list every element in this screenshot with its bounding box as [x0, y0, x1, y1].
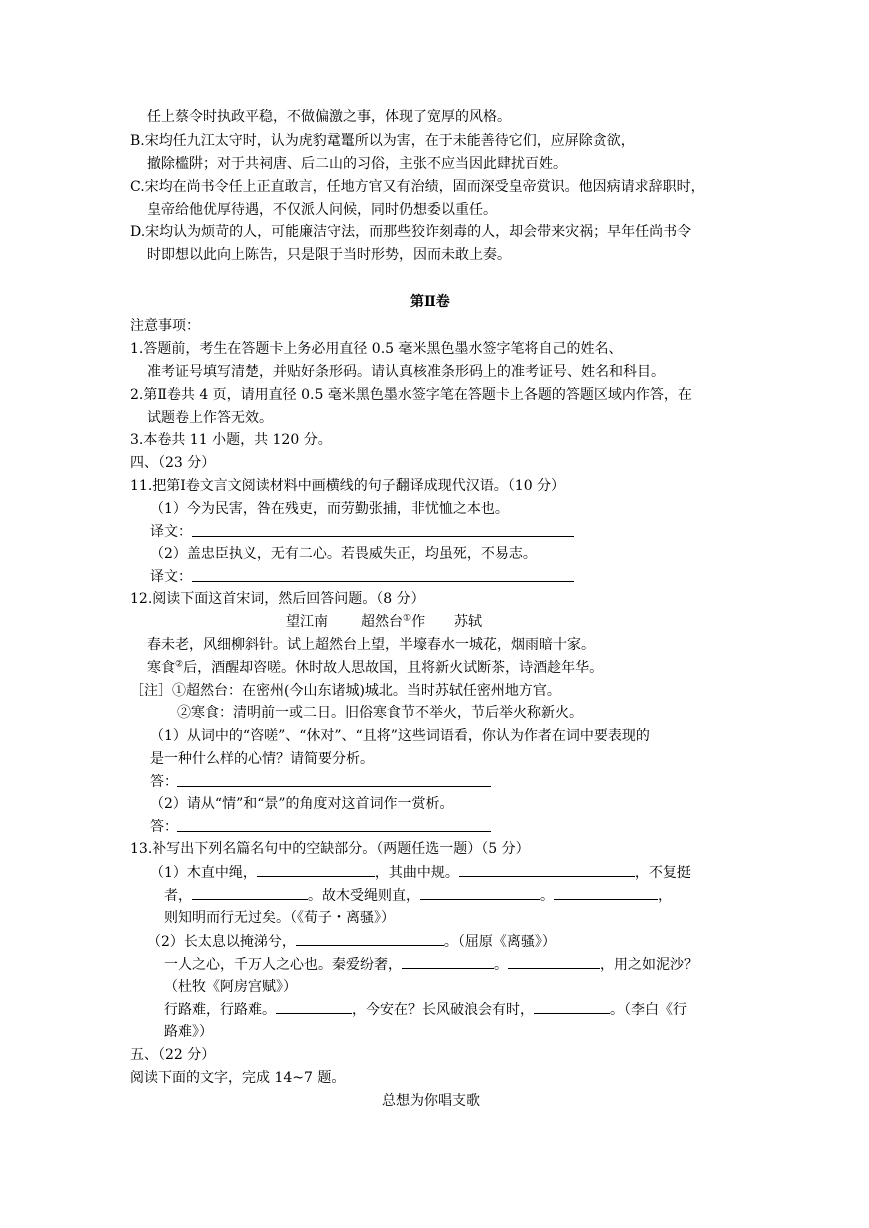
notice-2b: 试题卷上作答无效。 — [147, 410, 273, 426]
q13-line-8: 路难》） — [164, 1024, 213, 1040]
notice-1b: 准考证号填写清楚，并贴好条形码。请认真核准条形码上的准考证号、姓名和科目。 — [147, 364, 665, 380]
poem-line-2 — [147, 658, 603, 678]
q11-answer-line-2[interactable] — [192, 581, 574, 582]
poem-author: 苏轼 — [454, 614, 482, 630]
q11-sentence-2: （2）盖忠臣执义，无有二心。若畏威失正，均虽死，不易志。 — [150, 546, 537, 562]
poem-note-2: ②寒食：清明前一或二日。旧俗寒食节不举火，节后举火称新火。 — [177, 705, 583, 721]
q12-sub1-line2: 是一种什么样的心情？请简要分析。 — [150, 751, 374, 767]
poem-line-2b: 后，酒醒却咨嗟。休时故人思故国，且将新火试断茶，诗酒趁年华。 — [183, 660, 604, 676]
q13-text-7a: 行路难，行路难。 — [164, 1002, 276, 1018]
q12-answer-line-2[interactable] — [177, 831, 491, 832]
q13-blank-2[interactable] — [459, 862, 635, 877]
q12-answer-label-2: 答： — [150, 819, 178, 835]
part-5-heading: 五、（22 分） — [130, 1047, 216, 1063]
footnote-marker-2: ② — [175, 659, 184, 670]
section-title: 第Ⅱ卷 — [410, 294, 450, 310]
q13-line-6: （杜牧《阿房宫赋》） — [164, 979, 297, 995]
q13-blank-8[interactable] — [508, 954, 600, 969]
q13-text-1a: （1）木直中绳， — [150, 865, 257, 881]
poem-line-2a: 寒食 — [147, 660, 175, 676]
option-c-line1: C.宋均在尚书令任上正直敢言，任地方官又有治绩，固而深受皇帝赏识。他因病请求辞职时， — [130, 179, 705, 195]
q13-text-4a: （2）长太息以掩涕兮， — [147, 934, 296, 950]
option-b-line2: 撤除槛阱；对于共祠唐、后二山的习俗，主张不应当因此肆扰百姓。 — [147, 156, 567, 172]
q13-blank-5[interactable] — [554, 885, 658, 900]
essay-title: 总想为你唱支歌 — [382, 1093, 480, 1109]
footnote-marker-1: ① — [403, 613, 412, 624]
q13-text-7c: 。（李白《行 — [610, 1002, 687, 1018]
q11-translation-label-2: 译文： — [150, 569, 192, 585]
poem-note-1: ［注］①超然台：在密州(今山东诸城)城北。当时苏轼任密州地方官。 — [130, 683, 561, 699]
option-b-line1: B.宋均任九江太守时，认为虎豹鼋鼍所以为害，在于未能善待它们，应屏除贪欲， — [130, 133, 635, 149]
q13-line-3: 则知明而行无过矣。（《荀子・离骚》） — [164, 910, 395, 926]
poem-line-1: 春未老，风细柳斜针。试上超然台上望，半壕春水一城花，烟雨暗十家。 — [147, 637, 595, 653]
option-c-line2: 皇帝给他优厚待遇，不仅派人问候，同时仍想委以重任。 — [147, 202, 497, 218]
q13-text-2a: 者， — [164, 888, 192, 904]
poem-title: 望江南 — [286, 614, 328, 630]
q13-line-2 — [164, 885, 672, 906]
poem-subtitle-a: 超然台 — [361, 614, 403, 630]
q11-stem: 11.把第Ⅰ卷文言文阅读材料中画横线的句子翻译成现代汉语。（10 分） — [130, 478, 566, 494]
q13-text-2d: ， — [658, 888, 672, 904]
part-4-heading: 四、（23 分） — [130, 455, 216, 471]
q13-text-5b: 。 — [494, 957, 508, 973]
q11-translation-label-1: 译文： — [150, 524, 192, 540]
notice-2a: 2.第Ⅱ卷共 4 页，请用直径 0.5 毫米黑色墨水签字笔在答题卡上各题的答题区域内作答，在 — [130, 387, 692, 403]
q11-sentence-1: （1）今为民害，咎在残吏，而劳勤张捕，非忧恤之本也。 — [150, 501, 509, 517]
q13-text-1c: ，不复挺 — [634, 865, 691, 881]
q11-answer-line-1[interactable] — [192, 536, 574, 537]
q13-line-1 — [150, 862, 691, 883]
q13-line-7 — [164, 999, 687, 1020]
q13-line-5 — [164, 954, 698, 975]
notice-3: 3.本卷共 11 小题，共 120 分。 — [130, 432, 332, 448]
option-d-line2: 时即想以此向上陈告，只是限于当时形势，因而未敢上奏。 — [147, 247, 511, 263]
q13-stem: 13.补写出下列名篇名句中的空缺部分。（两题任选一题）（5 分） — [130, 841, 530, 857]
option-a-continuation: 任上蔡令时执政平稳，不做偏激之事，体现了宽厚的风格。 — [147, 109, 511, 125]
q13-text-2b: 。故木受绳则直， — [308, 888, 420, 904]
option-d-line1: D.宋均认为烦苛的人，可能廉洁守法，而那些狡诈刻毒的人，却会带来灾祸；早年任尚书令 — [130, 224, 692, 240]
q13-text-2c: 。 — [540, 888, 554, 904]
q13-blank-9[interactable] — [276, 999, 352, 1014]
notice-1a: 1.答题前，考生在答题卡上务必用直径 0.5 毫米黑色墨水签字笔将自己的姓名、 — [130, 341, 623, 357]
q13-blank-7[interactable] — [402, 954, 494, 969]
q13-blank-6[interactable] — [296, 931, 444, 946]
q13-blank-1[interactable] — [257, 862, 375, 877]
q13-text-7b: ，今安在？长风破浪会有时， — [352, 1002, 534, 1018]
q13-line-4 — [147, 931, 556, 952]
q13-blank-10[interactable] — [534, 999, 610, 1014]
q12-answer-label-1: 答： — [150, 774, 178, 790]
q13-text-1b: ，其曲中规。 — [374, 865, 459, 881]
q12-sub2: （2）请从“情”和“景”的角度对这首词作一赏析。 — [150, 796, 454, 812]
q12-sub1-line1: （1）从词中的“咨嗟”、“休对”、“且将”这些词语看，你认为作者在词中要表现的 — [150, 728, 650, 744]
notice-heading: 注意事项： — [130, 318, 200, 334]
poem-subtitle — [361, 612, 425, 632]
q13-text-5c: ，用之如泥沙？ — [600, 957, 698, 973]
q13-blank-4[interactable] — [420, 885, 540, 900]
q13-text-4b: 。（屈原《离骚》） — [443, 934, 556, 950]
q12-answer-line-1[interactable] — [177, 786, 491, 787]
q13-text-5a: 一人之心，千万人之心也。秦爱纷奢， — [164, 957, 402, 973]
poem-subtitle-b: 作 — [411, 614, 426, 630]
part-5-instruction: 阅读下面的文字，完成 14~7 题。 — [130, 1070, 346, 1086]
q13-blank-3[interactable] — [192, 885, 308, 900]
q12-stem: 12.阅读下面这首宋词，然后回答问题。（8 分） — [130, 591, 425, 607]
